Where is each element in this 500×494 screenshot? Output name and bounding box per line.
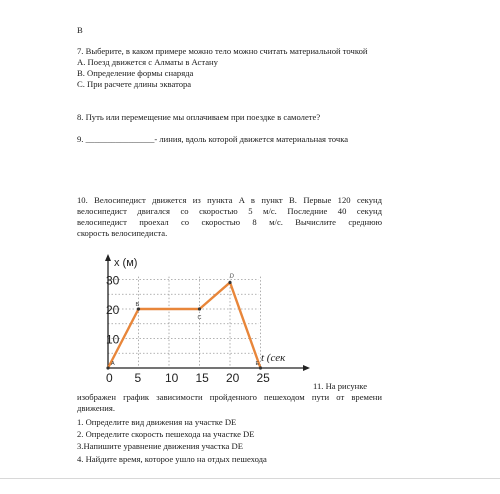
graph-point xyxy=(259,366,262,369)
q11-item-4: 4. Найдите время, которое ушло на отдых пешехода xyxy=(77,454,267,464)
y-tick-label: 10 xyxy=(106,332,120,347)
q10-line-3: велосипедист проехал со скоростью 8 м/с. Вычислите среднюю xyxy=(77,217,382,227)
graph-svg xyxy=(101,250,313,385)
q9-number: 9. xyxy=(77,134,84,144)
graph-point xyxy=(228,281,231,284)
q11-item-3: 3.Напишите уравнение движения участка DE xyxy=(77,441,243,451)
section-letter: B xyxy=(77,25,83,35)
y-axis-label: x (м) xyxy=(114,257,138,269)
question-7: 7. Выберите, в каком примере можно тело можно считать материальной точкой xyxy=(77,46,368,56)
q7-option-b: B. Определение формы снаряда xyxy=(77,68,194,78)
graph-line xyxy=(108,282,261,368)
x-tick-label: 10 xyxy=(165,371,179,385)
q10-line-4: скорость велосипедиста. xyxy=(77,228,168,238)
point-label: D xyxy=(230,273,234,280)
x-tick-label: 5 xyxy=(134,371,142,385)
q11-line-2: изображен график зависимости пройденного пешеходом пути от времени xyxy=(77,392,382,402)
x-tick-label: 20 xyxy=(226,371,240,385)
q10-line-1: 10. Велосипедист движется из пункта A в пункт B. Первые 120 секунд xyxy=(77,195,382,205)
page-bottom-rule xyxy=(0,478,500,479)
question-9 xyxy=(77,134,348,145)
q7-option-a: A. Поезд движется с Алматы в Астану xyxy=(77,57,218,67)
y-tick-label: 30 xyxy=(106,273,120,288)
q11-item-2: 2. Определите скорость пешехода на участке DE xyxy=(77,429,255,439)
x-tick-label: 25 xyxy=(256,371,270,385)
point-label: B xyxy=(135,302,140,308)
q11-item-1: 1. Определите вид движения на участке DE xyxy=(77,417,237,427)
distance-time-graph xyxy=(101,250,313,385)
point-label: C xyxy=(197,315,202,321)
q10-line-2: велосипедист двигался со скоростью 5 м/с. Последние 40 секунд xyxy=(77,206,382,216)
y-tick-label: 20 xyxy=(106,303,120,317)
point-label: A xyxy=(111,361,115,367)
q11-first-line: 11. На рисунке xyxy=(313,381,368,391)
x-axis-label: t (сек xyxy=(261,352,286,364)
y-axis-arrow xyxy=(105,254,111,261)
q9-blank: ________________ xyxy=(85,134,155,144)
graph-point xyxy=(106,366,109,369)
point-label: E xyxy=(255,361,260,367)
q11-line-3: движения. xyxy=(77,403,115,413)
q9-text: - линия, вдоль которой движется материальная точка xyxy=(154,134,349,144)
question-8: 8. Путь или перемещение мы оплачиваем при поездке в самолете? xyxy=(77,112,321,122)
x-tick-label: 0 xyxy=(106,371,113,385)
x-tick-label: 15 xyxy=(195,371,209,385)
graph-point xyxy=(198,307,201,310)
x-axis-arrow xyxy=(303,365,310,371)
q7-option-c: C. При расчете длины экватора xyxy=(77,79,192,89)
